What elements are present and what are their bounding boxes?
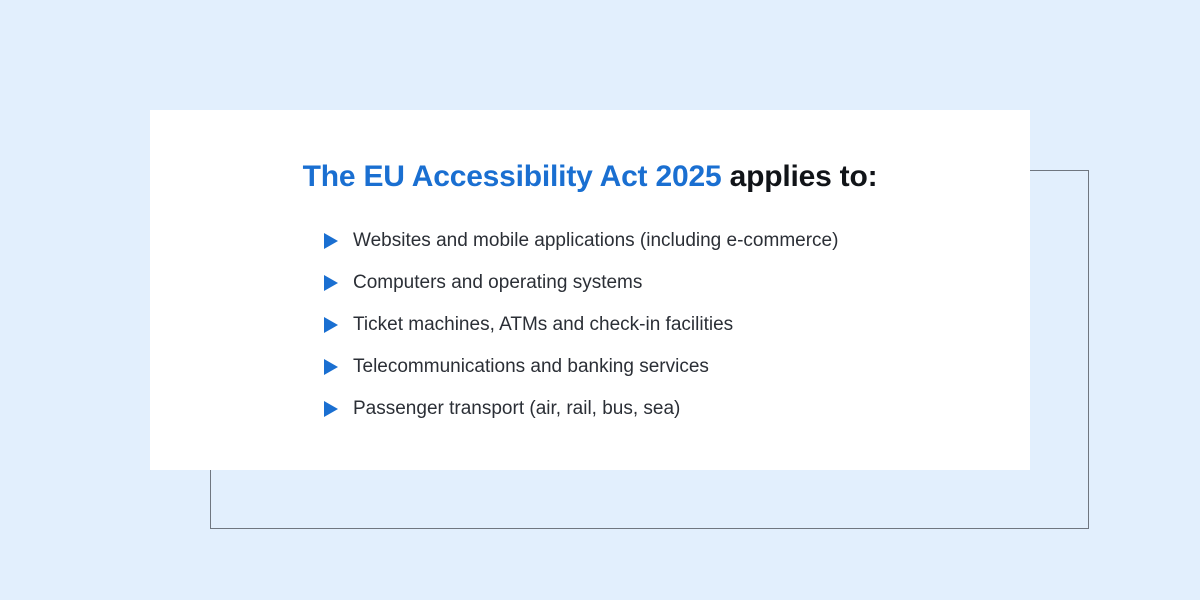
list-item — [324, 388, 838, 430]
play-triangle-icon — [324, 359, 338, 375]
play-triangle-icon — [324, 233, 338, 249]
list-item — [324, 304, 838, 346]
list-item — [324, 262, 838, 304]
applies-to-list — [324, 220, 838, 430]
content-card — [150, 110, 1030, 470]
list-item-text: Websites and mobile applications (including e-commerce) — [353, 230, 839, 251]
list-item-text: Telecommunications and banking services — [353, 356, 709, 377]
list-item-text: Ticket machines, ATMs and check-in facilities — [353, 314, 734, 335]
list-item-text: Passenger transport (air, rail, bus, sea) — [353, 398, 681, 419]
list-item-text: Computers and operating systems — [353, 272, 643, 293]
play-triangle-icon — [324, 275, 338, 291]
list-item — [324, 220, 838, 262]
heading-highlight: The EU Accessibility Act 2025 — [302, 160, 722, 193]
heading-rest: applies to: — [729, 160, 878, 193]
list-item — [324, 346, 838, 388]
play-triangle-icon — [324, 317, 338, 333]
heading — [150, 160, 1030, 194]
play-triangle-icon — [324, 401, 338, 417]
